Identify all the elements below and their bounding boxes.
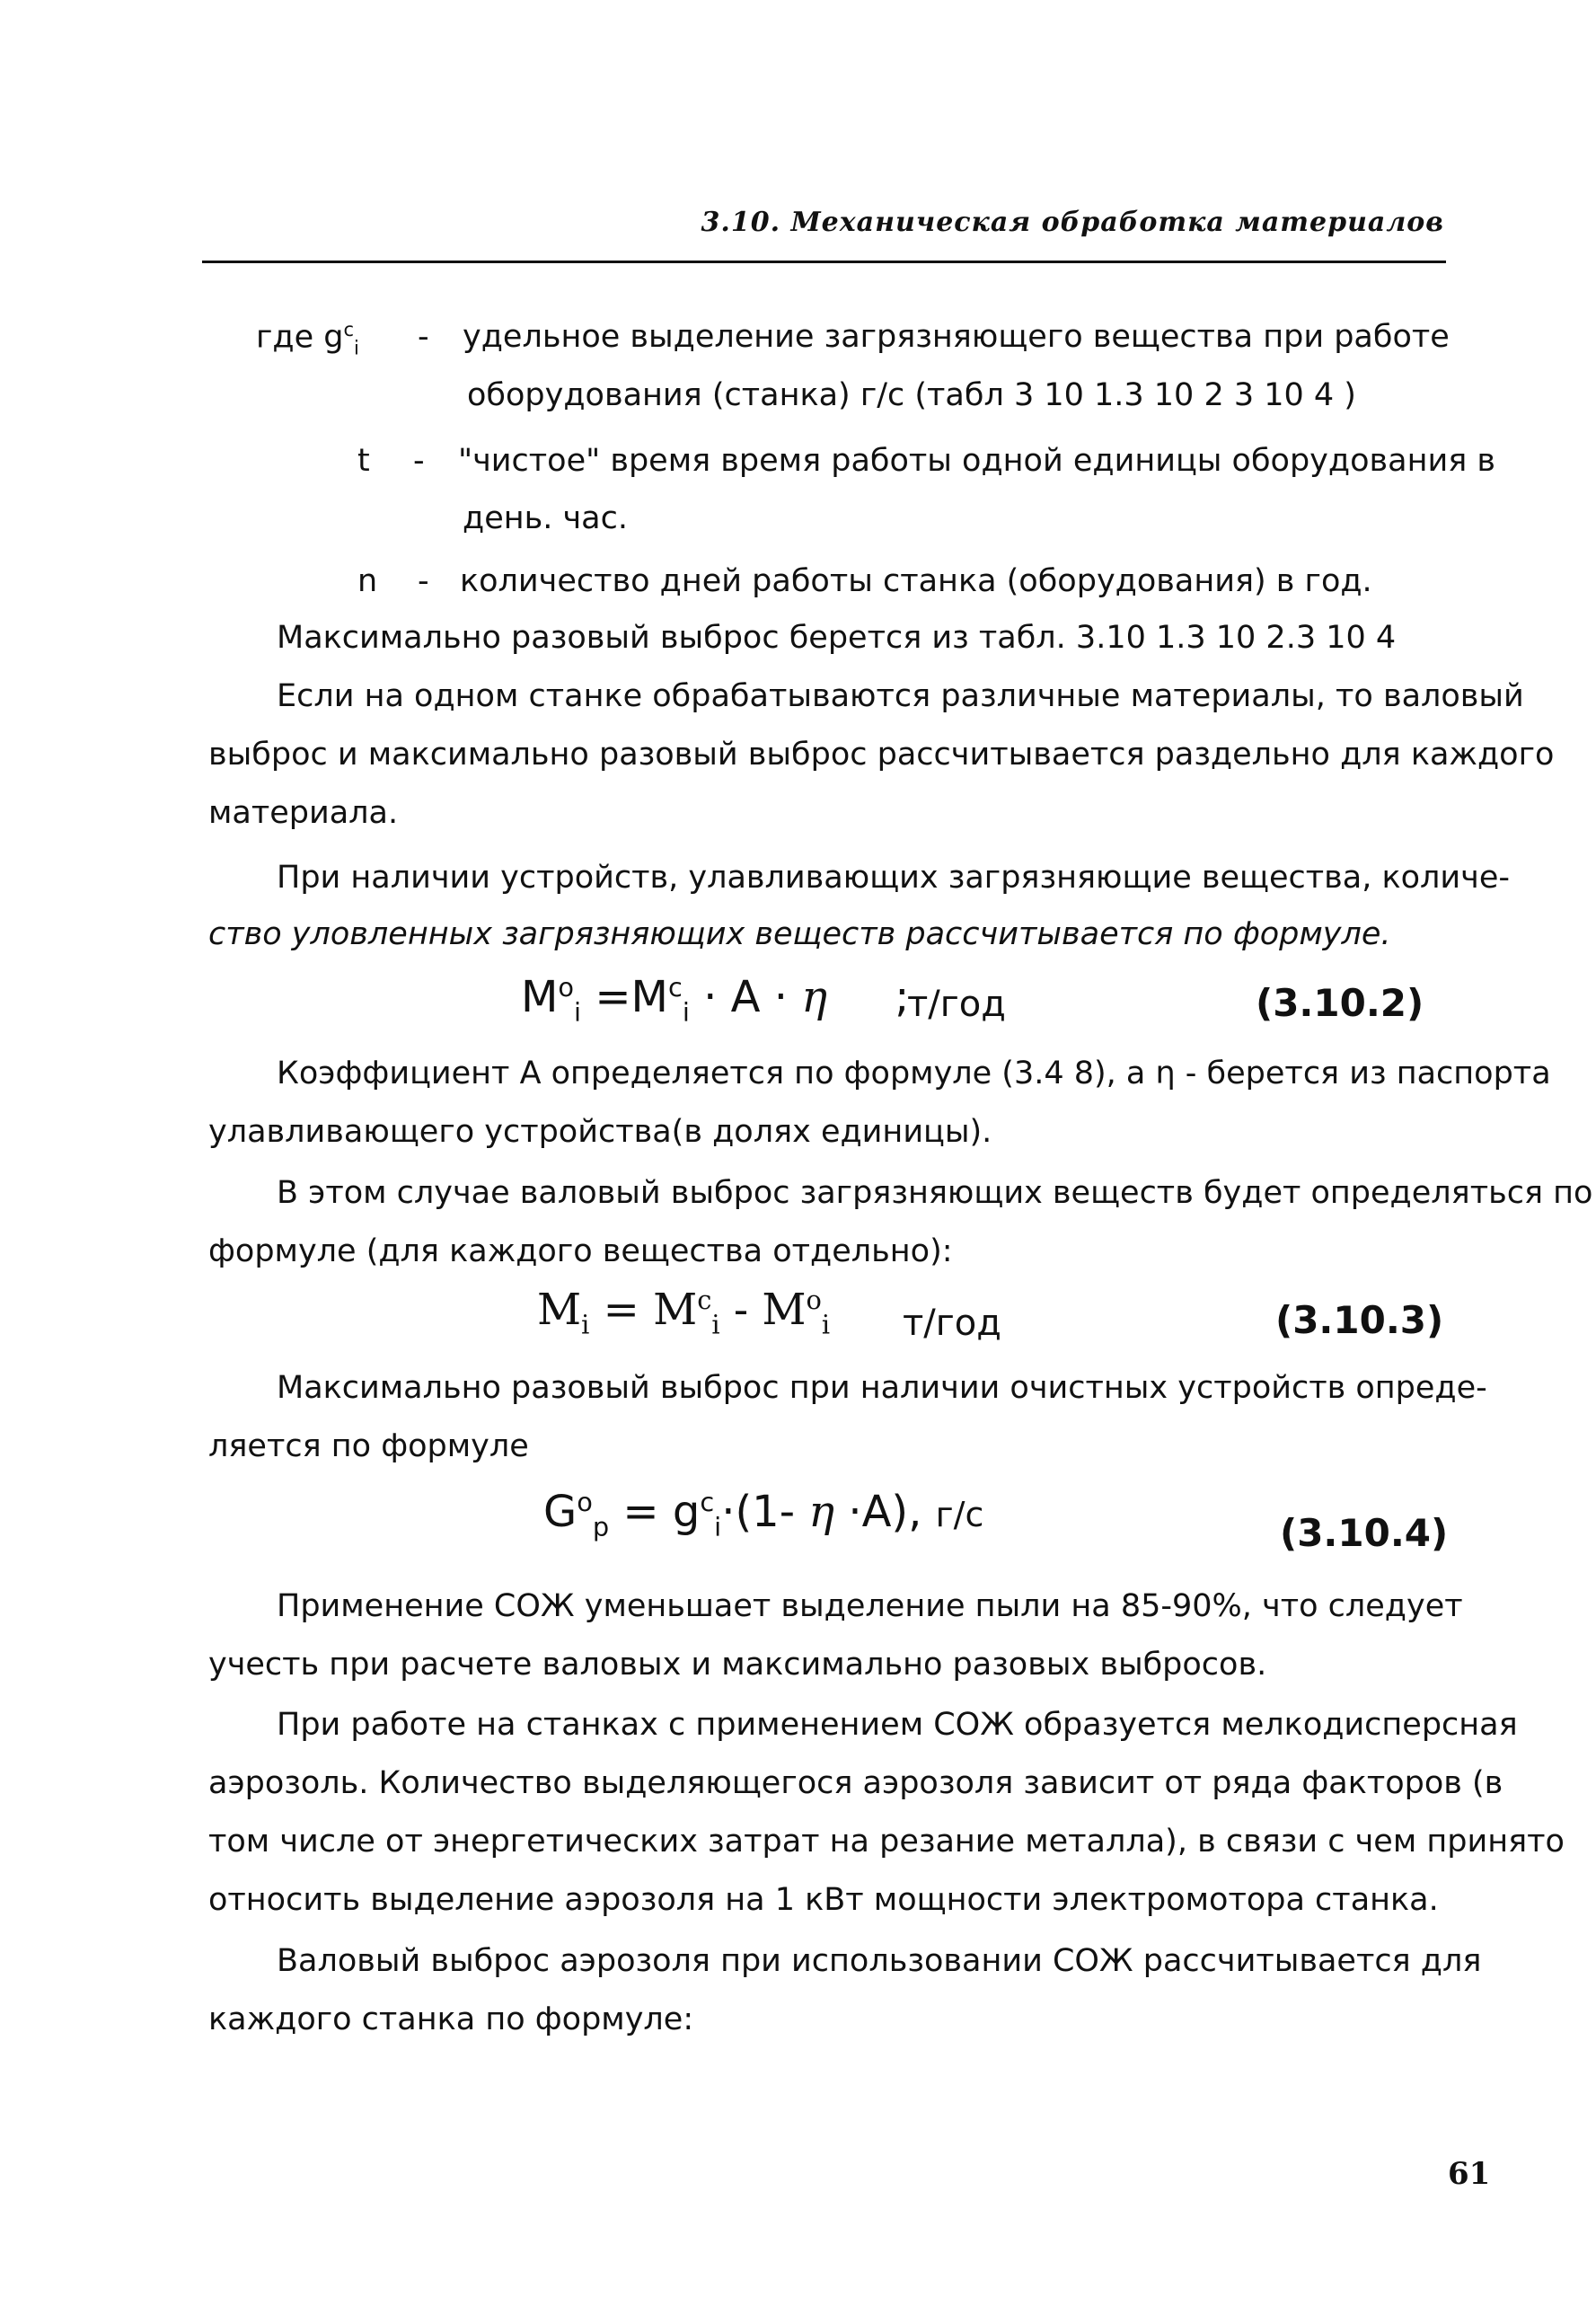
formula-3-10-3	[537, 1285, 830, 1340]
formula-sub: i	[581, 1309, 590, 1340]
paragraph-line: В этом случае валовый выброс загрязняющих веществ будет определяться по	[277, 1175, 1593, 1211]
formula-symbol: M	[630, 972, 668, 1022]
formula-symbol: M	[653, 1285, 698, 1335]
paragraph-line: аэрозоль. Количество выделяющегося аэрозоля зависит от ряда факторов (в	[208, 1765, 1503, 1801]
formula-sub: i	[711, 1309, 720, 1340]
definition-symbol: n	[357, 563, 378, 599]
running-header: 3.10. Механическая обработка материалов	[701, 207, 1444, 238]
header-rule	[202, 261, 1446, 263]
paragraph-line: материала.	[208, 795, 399, 831]
paragraph-line: том числе от энергетических затрат на резание металла), в связи с чем принято	[208, 1824, 1565, 1860]
formula-sub: i	[714, 1511, 722, 1542]
formula-unit: г/с	[935, 1495, 984, 1534]
formula-symbol: M	[537, 1285, 582, 1335]
definition-text: удельное выделение загрязняющего вещества при работе	[463, 319, 1450, 355]
paragraph-line: формуле (для каждого вещества отдельно):	[208, 1233, 953, 1269]
formula-unit: т/год	[907, 984, 1006, 1025]
eta-symbol: η	[808, 1487, 835, 1537]
formula-sub: i	[574, 996, 582, 1028]
paragraph-line: выброс и максимально разовый выброс рассчитывается раздельно для каждого	[208, 737, 1555, 773]
formula-paren: ·(1-	[721, 1487, 796, 1537]
formula-3-10-4	[543, 1487, 983, 1542]
paragraph-line: Валовый выброс аэрозоля при использовании СОЖ рассчитывается для	[277, 1943, 1482, 1979]
formula-eq: =	[595, 972, 631, 1022]
page-number: 61	[1448, 2156, 1491, 2192]
paragraph-line: Максимально разовый выброс берется из табл. 3.10 1.3 10 2.3 10 4	[277, 620, 1397, 656]
formula-symbol: G	[543, 1487, 578, 1537]
paragraph-line: Коэффициент А определяется по формуле (3.4 8), а η - берется из паспорта	[277, 1056, 1551, 1091]
paragraph-line: Максимально разовый выброс при наличии очистных устройств опреде-	[277, 1370, 1487, 1406]
formula-number: (3.10.3)	[1275, 1298, 1444, 1342]
formula-3-10-2	[521, 972, 909, 1028]
formula-sub: i	[682, 996, 690, 1028]
formula-symbol: M	[521, 972, 559, 1022]
paragraph-line: Если на одном станке обрабатываются различные материалы, то валовый	[277, 678, 1524, 714]
paragraph-line: Применение СОЖ уменьшает выделение пыли на 85-90%, что следует	[277, 1588, 1463, 1624]
definition-symbol-sub: i	[354, 337, 359, 359]
definition-dash: -	[418, 319, 429, 355]
formula-sup: c	[667, 972, 683, 1003]
formula-sup: o	[558, 972, 575, 1003]
definition-symbol-sup: c	[343, 319, 355, 340]
eta-symbol: η	[801, 972, 827, 1022]
paragraph-line: относить выделение аэрозоля на 1 кВт мощности электромотора станка.	[208, 1882, 1439, 1918]
definition-symbol: где g	[256, 319, 344, 356]
formula-sup: c	[700, 1487, 715, 1517]
definition-text: "чистое" время время работы одной единицы оборудования в	[458, 443, 1495, 479]
formula-symbol: g	[672, 1487, 701, 1537]
definition-text: день. час.	[463, 500, 628, 536]
paragraph-line: учесть при расчете валовых и максимально разовых выбросов.	[208, 1647, 1267, 1683]
paragraph-line: При наличии устройств, улавливающих загрязняющие вещества, количе-	[277, 860, 1510, 896]
formula-sup: o	[577, 1487, 593, 1517]
definition-text: количество дней работы станка (оборудования) в год.	[460, 563, 1372, 599]
definition-dash: -	[418, 563, 429, 599]
paragraph-line: каждого станка по формуле:	[208, 2001, 694, 2037]
formula-eq: =	[603, 1285, 639, 1335]
formula-eq: =	[622, 1487, 659, 1537]
paragraph-line: улавливающего устройства(в долях единицы).	[208, 1114, 992, 1150]
paragraph-line: ство уловленных загрязняющих веществ рассчитывается по формуле.	[208, 916, 1391, 952]
formula-operator: -	[733, 1285, 749, 1335]
formula-sub: p	[592, 1511, 610, 1542]
formula-sup: o	[806, 1285, 822, 1315]
formula-sup: c	[697, 1285, 712, 1315]
formula-unit: т/год	[903, 1303, 1001, 1344]
formula-operator: · A ·	[703, 972, 788, 1022]
paragraph-line: При работе на станках с применением СОЖ образуется мелкодисперсная	[277, 1707, 1518, 1743]
formula-separator: ;	[895, 972, 910, 1022]
formula-number: (3.10.4)	[1280, 1511, 1449, 1555]
definition-text: оборудования (станка) г/с (табл 3 10 1.3 10 2 3 10 4 )	[467, 377, 1356, 413]
definition-g	[256, 319, 359, 359]
formula-number: (3.10.2)	[1256, 981, 1424, 1025]
definition-dash: -	[413, 443, 425, 479]
definition-symbol: t	[357, 443, 370, 479]
paragraph-line: ляется по формуле	[208, 1428, 529, 1464]
formula-sub: i	[821, 1309, 831, 1340]
formula-symbol: M	[762, 1285, 807, 1335]
formula-paren: ·A),	[848, 1487, 922, 1537]
